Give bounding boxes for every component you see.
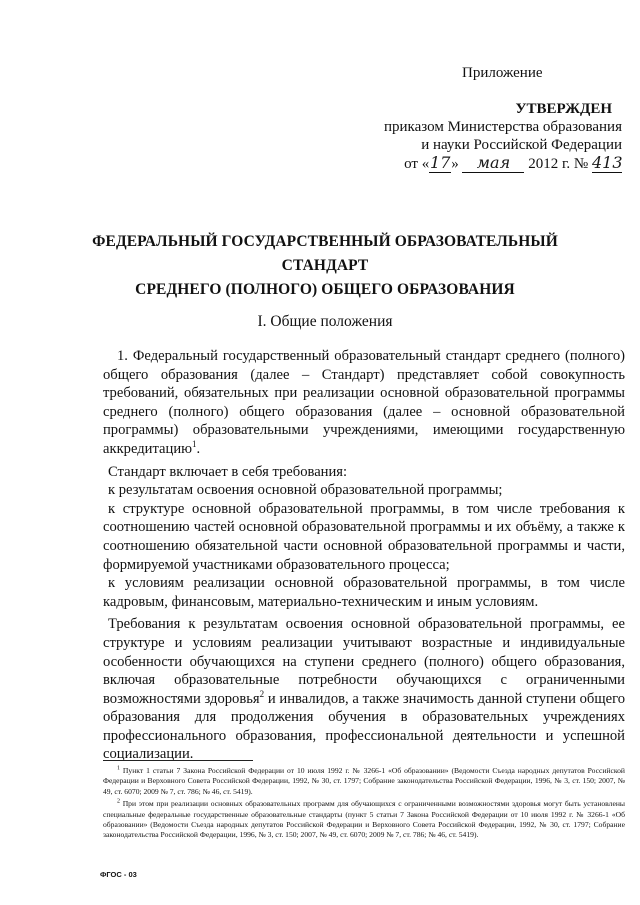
paragraph-6-text-a: Требования к результатам освоения основной образовательной программы, ее структуре и условиям реализации учитывают возрастные и индивидуальные особенности обучающихся на ступени среднего (полного) общего образования, включая образовательные потребности обучающихся с ограниченными возможностями здоровья bbox=[103, 616, 625, 707]
footnote-ref-2: 2 bbox=[259, 688, 265, 699]
order-mid: » bbox=[451, 156, 459, 172]
paragraph-1 bbox=[103, 347, 625, 459]
paragraph-3: к результатам освоения основной образовательной программы; bbox=[108, 482, 503, 499]
paragraph-2: Стандарт включает в себя требования: bbox=[108, 463, 348, 480]
footnote-2 bbox=[103, 799, 625, 841]
paragraph-4: к структуре основной образовательной программы, в том числе требования к соотношению частей основной образовательной программы и их объёму, а также к соотношению обязательной части основной образовательной программы и части, формируемой участниками образовательного процесса; bbox=[103, 500, 625, 573]
order-number: 413 bbox=[592, 153, 623, 172]
title-line-2: СРЕДНЕГО (ПОЛНОГО) ОБЩЕГО ОБРАЗОВАНИЯ bbox=[135, 281, 515, 298]
paragraph-6 bbox=[103, 615, 625, 764]
order-line-2: и науки Российской Федерации bbox=[421, 137, 622, 153]
paragraph-6-text-b: и инвалидов, а также значимость данной ступени общего образования для продолжения обучения в образовательных учреждениях профессионального образования, профессиональной деятельности и успешной социализации. bbox=[103, 690, 625, 763]
footnote-ref-1: 1 bbox=[192, 439, 197, 450]
order-day: 17 bbox=[430, 153, 451, 172]
section-heading: I. Общие положения bbox=[257, 313, 393, 330]
paragraph-1-text: 1. Федеральный государственный образовательный стандарт среднего (полного) общего образования (далее – Стандарт) представляет собой совокупность требований, обязательных при реализации основной образовательной программы среднего (полного) общего образования (далее – основной образовательной программы) образовательными учреждениями, имеющими государственную аккредитацию bbox=[103, 348, 625, 457]
order-prefix: от « bbox=[404, 156, 430, 172]
footnotes bbox=[103, 766, 625, 843]
footnote-1 bbox=[103, 766, 625, 797]
order-month: мая bbox=[462, 154, 524, 173]
title-line-1: ФЕДЕРАЛЬНЫЙ ГОСУДАРСТВЕННЫЙ ОБРАЗОВАТЕЛЬНЫЙ СТАНДАРТ bbox=[92, 233, 558, 274]
document-code: ФГОС - 03 bbox=[100, 870, 137, 879]
approval-block bbox=[360, 100, 622, 173]
appendix-label: Приложение bbox=[462, 65, 543, 81]
paragraph-5: к условиям реализации основной образовательной программы, в том числе кадровым, финансовым, материально-техническим и иным условиям. bbox=[103, 575, 625, 610]
approved-heading: УТВЕРЖДЕН bbox=[515, 101, 612, 117]
body-text bbox=[103, 347, 625, 764]
order-date-line bbox=[360, 154, 622, 173]
paragraph-1-end: . bbox=[196, 440, 201, 457]
document-title bbox=[60, 230, 590, 302]
footnote-1-mark: 1 bbox=[117, 765, 120, 772]
order-line-1: приказом Министерства образования bbox=[384, 119, 622, 135]
footnote-divider bbox=[103, 760, 253, 761]
footnote-2-mark: 2 bbox=[117, 798, 120, 805]
order-year: 2012 г. № bbox=[528, 156, 589, 172]
footnote-2-text: При этом при реализации основных образовательных программ для обучающихся с ограниченными возможностями здоровья могут быть установлены специальные федеральные государственные образовательные стандарты (пункт 5 статьи 7 Закона Российской Федерации от 10 июля 1992 г. № 3266-1 «Об образовании» (Ведомости Съезда народных депутатов Российской Федерации и Верховного Совета Российской Федерации, 1992, № 30, ст. 1797; Собрание законодательства Российской Федерации, 1996, № 3, ст. 150; 2007, № 49, ст. 6070; 2009 № 7, ст. 786; № 46, ст. 5419). bbox=[103, 799, 625, 840]
footnote-1-text: Пункт 1 статьи 7 Закона Российской Федерации от 10 июля 1992 г. № 3266-1 «Об образовании» (Ведомости Съезда народных депутатов Российской Федерации и Верховного Совета Российской Федерации, 1992, № 30, ст. 1797; Собрание законодательства Российской Федерации, 1996, № 3, ст. 150; 2007, № 49, ст. 6070; 2009 № 7, ст. 786; № 46, ст. 5419). bbox=[103, 766, 625, 796]
